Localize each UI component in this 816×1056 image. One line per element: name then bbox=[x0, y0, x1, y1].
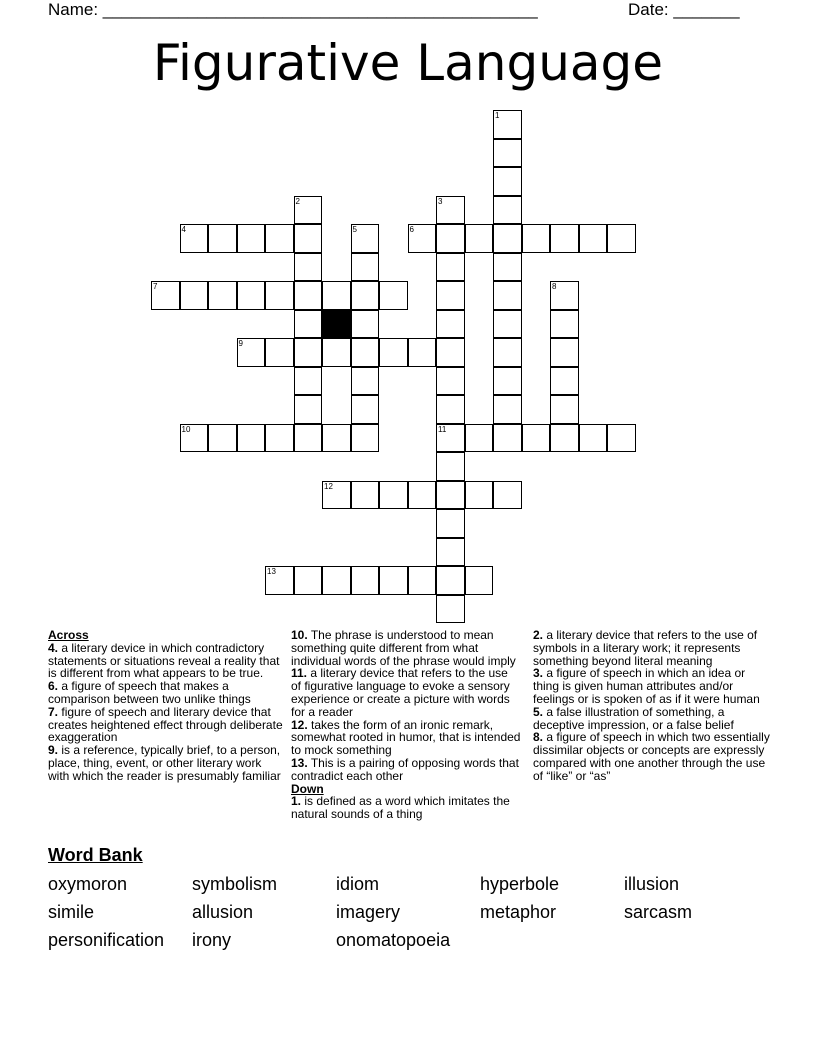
crossword-cell[interactable] bbox=[294, 196, 323, 225]
crossword-cell[interactable] bbox=[522, 224, 551, 253]
clue-across-6: 6. a figure of speech that makes a comparison between two unlike things bbox=[48, 679, 251, 706]
word-bank-item: metaphor bbox=[480, 902, 557, 922]
word-bank-item: illusion bbox=[624, 874, 680, 894]
crossword-cell[interactable] bbox=[493, 281, 522, 310]
crossword-cell[interactable] bbox=[151, 281, 180, 310]
clue-across-13: 13. This is a pairing of opposing words that contradict each other bbox=[291, 755, 519, 783]
crossword-cell[interactable] bbox=[436, 224, 465, 253]
word-bank-item: symbolism bbox=[192, 874, 278, 894]
crossword-cell[interactable] bbox=[351, 310, 380, 339]
crossword-cell[interactable] bbox=[465, 481, 494, 510]
crossword-cell[interactable] bbox=[294, 566, 323, 595]
clues-column-2 bbox=[291, 629, 521, 821]
crossword-cell[interactable] bbox=[408, 338, 437, 367]
crossword-cell[interactable] bbox=[436, 566, 465, 595]
word-bank-item: onomatopoeia bbox=[336, 930, 451, 950]
crossword-cell[interactable] bbox=[351, 424, 380, 453]
crossword-cell[interactable] bbox=[436, 281, 465, 310]
crossword-cell[interactable] bbox=[436, 395, 465, 424]
crossword-cell[interactable] bbox=[465, 566, 494, 595]
crossword-cell[interactable] bbox=[408, 566, 437, 595]
clue-number: 2 bbox=[295, 196, 300, 206]
date-field-label: Date: _______ bbox=[628, 0, 740, 19]
word-bank-item: sarcasm bbox=[624, 902, 693, 922]
crossword-cell[interactable] bbox=[436, 338, 465, 367]
crossword-cell[interactable] bbox=[294, 253, 323, 282]
crossword-cell[interactable] bbox=[550, 367, 579, 396]
clue-down-1: 1. is defined as a word which imitates the natural sounds of a thing bbox=[291, 794, 510, 822]
clues-column-3 bbox=[533, 629, 771, 783]
crossword-cell[interactable] bbox=[607, 224, 636, 253]
crossword-cell[interactable] bbox=[265, 424, 294, 453]
crossword-cell[interactable] bbox=[379, 338, 408, 367]
crossword-cell[interactable] bbox=[208, 424, 237, 453]
crossword-cell[interactable] bbox=[294, 395, 323, 424]
crossword-cell[interactable] bbox=[294, 224, 323, 253]
clue-number: 12 bbox=[324, 481, 333, 491]
crossword-cell[interactable] bbox=[493, 310, 522, 339]
crossword-cell[interactable] bbox=[265, 566, 294, 595]
page-title: Figurative Language bbox=[152, 34, 664, 92]
crossword-cell[interactable] bbox=[408, 481, 437, 510]
crossword-cell[interactable] bbox=[237, 281, 266, 310]
crossword-cell[interactable] bbox=[493, 253, 522, 282]
crossword-cell[interactable] bbox=[493, 481, 522, 510]
crossword-cell[interactable] bbox=[322, 338, 351, 367]
word-bank-title: Word Bank bbox=[48, 845, 143, 865]
clue-number: 13 bbox=[267, 567, 276, 576]
word-bank-item: allusion bbox=[192, 902, 254, 922]
crossword-cell[interactable] bbox=[493, 139, 522, 168]
crossword-cell[interactable] bbox=[237, 224, 266, 253]
crossword-cell[interactable] bbox=[493, 224, 522, 253]
crossword-cell[interactable] bbox=[436, 452, 465, 481]
crossword-cell[interactable] bbox=[436, 253, 465, 282]
crossword-cell[interactable] bbox=[550, 338, 579, 367]
name-field-label: Name: ______________________________________________ bbox=[48, 0, 538, 19]
clue-across-7: 7. figure of speech and literary device that creates heightened effect through deliberate exaggeration bbox=[48, 704, 283, 745]
crossword-cell[interactable] bbox=[579, 224, 608, 253]
crossword-cell[interactable] bbox=[379, 281, 408, 310]
crossword-cell[interactable] bbox=[351, 224, 380, 253]
down-heading: Down bbox=[291, 781, 324, 796]
crossword-cell[interactable] bbox=[294, 281, 323, 310]
crossword-cell[interactable] bbox=[208, 224, 237, 253]
crossword-cell[interactable] bbox=[493, 395, 522, 424]
crossword-cell[interactable] bbox=[436, 367, 465, 396]
crossword-cell[interactable] bbox=[351, 566, 380, 595]
clue-across-10: 10. The phrase is understood to mean something quite different from what individual words of the phrase would imply bbox=[291, 628, 516, 668]
crossword-cell[interactable] bbox=[436, 481, 465, 510]
crossword-cell[interactable] bbox=[180, 424, 209, 453]
clue-across-9: 9. is a reference, typically brief, to a person, place, thing, event, or other literary work with which the reader is presumably familiar bbox=[48, 743, 281, 783]
clue-across-11: 11. a literary device that refers to the use of figurative language to evoke a sensory experience or create a picture with words for a reader bbox=[291, 666, 510, 719]
word-bank-item: simile bbox=[48, 902, 95, 922]
word-bank-item: idiom bbox=[336, 874, 380, 894]
clue-number: 11 bbox=[438, 424, 447, 434]
clue-number: 10 bbox=[181, 424, 191, 434]
crossword-cell[interactable] bbox=[351, 281, 380, 310]
crossword-cell[interactable] bbox=[465, 424, 494, 453]
word-bank-item: hyperbole bbox=[480, 874, 560, 894]
crossword-cell[interactable] bbox=[322, 424, 351, 453]
crossword-cell[interactable] bbox=[493, 167, 522, 196]
clue-number: 7 bbox=[153, 282, 158, 291]
crossword-cell[interactable] bbox=[436, 424, 465, 453]
crossword-cell[interactable] bbox=[322, 281, 351, 310]
crossword-cell[interactable] bbox=[436, 196, 465, 225]
crossword-cell[interactable] bbox=[522, 424, 551, 453]
crossword-cell[interactable] bbox=[436, 595, 465, 624]
crossword-cell[interactable] bbox=[579, 424, 608, 453]
clue-number: 9 bbox=[238, 339, 243, 348]
crossword-cell[interactable] bbox=[493, 424, 522, 453]
crossword-cell[interactable] bbox=[351, 481, 380, 510]
crossword-cell[interactable] bbox=[351, 395, 380, 424]
clue-number: 4 bbox=[181, 225, 186, 234]
crossword-cell[interactable] bbox=[265, 338, 294, 367]
word-bank-item: irony bbox=[192, 930, 232, 950]
crossword-cell[interactable] bbox=[180, 224, 209, 253]
clues-column-1 bbox=[48, 629, 283, 783]
crossword-cell[interactable] bbox=[408, 224, 437, 253]
clue-number: 8 bbox=[552, 282, 557, 291]
word-bank-item: imagery bbox=[336, 902, 401, 922]
crossword-cell[interactable] bbox=[265, 281, 294, 310]
black-cell bbox=[322, 310, 351, 339]
word-bank-item: personification bbox=[48, 930, 165, 950]
clue-down-8: 8. a figure of speech in which two essentially dissimilar objects or concepts are expressly compared with one another through the use of “like” or “as” bbox=[533, 730, 770, 783]
crossword-cell[interactable] bbox=[294, 367, 323, 396]
clue-number: 3 bbox=[438, 196, 443, 206]
crossword-cell[interactable] bbox=[294, 310, 323, 339]
crossword-cell[interactable] bbox=[237, 338, 266, 367]
crossword-cell[interactable] bbox=[436, 509, 465, 538]
crossword-cell[interactable] bbox=[550, 310, 579, 339]
clue-number: 6 bbox=[409, 225, 414, 234]
crossword-cell[interactable] bbox=[180, 281, 209, 310]
crossword-cell[interactable] bbox=[208, 281, 237, 310]
crossword-cell[interactable] bbox=[550, 395, 579, 424]
across-heading: Across bbox=[48, 628, 89, 642]
crossword-cell[interactable] bbox=[493, 196, 522, 225]
crossword-cell[interactable] bbox=[379, 481, 408, 510]
crossword-cell[interactable] bbox=[550, 224, 579, 253]
clue-across-12: 12. takes the form of an ironic remark, somewhat rooted in humor, that is intended to mock something bbox=[291, 717, 521, 758]
crossword-cell[interactable] bbox=[493, 110, 522, 139]
crossword-cell[interactable] bbox=[550, 424, 579, 453]
crossword-cell[interactable] bbox=[550, 281, 579, 310]
crossword-cell[interactable] bbox=[265, 224, 294, 253]
crossword-cell[interactable] bbox=[493, 367, 522, 396]
crossword-cell[interactable] bbox=[351, 367, 380, 396]
clue-across-4: 4. a literary device in which contradictory statements or situations reveal a reality that is different from what appears to be true. bbox=[48, 640, 280, 681]
crossword-cell[interactable] bbox=[322, 481, 351, 510]
crossword-cell[interactable] bbox=[379, 566, 408, 595]
crossword-cell[interactable] bbox=[351, 338, 380, 367]
crossword-cell[interactable] bbox=[322, 566, 351, 595]
crossword-cell[interactable] bbox=[493, 338, 522, 367]
crossword-cell[interactable] bbox=[294, 338, 323, 367]
clue-down-3: 3. a figure of speech in which an idea or thing is given human attributes and/or feelings or is spoken of as if it were human bbox=[533, 666, 760, 706]
clue-down-2: 2. a literary device that refers to the use of symbols in a literary work; it represents something beyond literal meaning bbox=[533, 628, 758, 668]
clue-number: 1 bbox=[495, 111, 500, 120]
clue-number: 5 bbox=[352, 225, 357, 234]
crossword-cell[interactable] bbox=[237, 424, 266, 453]
crossword-cell[interactable] bbox=[607, 424, 636, 453]
crossword-cell[interactable] bbox=[436, 310, 465, 339]
crossword-cell[interactable] bbox=[465, 224, 494, 253]
crossword-cell[interactable] bbox=[436, 538, 465, 567]
crossword-cell[interactable] bbox=[351, 253, 380, 282]
word-bank-item: oxymoron bbox=[48, 874, 128, 894]
clue-down-5: 5. a false illustration of something, a deceptive impression, or a false belief bbox=[533, 704, 734, 732]
crossword-cell[interactable] bbox=[294, 424, 323, 453]
